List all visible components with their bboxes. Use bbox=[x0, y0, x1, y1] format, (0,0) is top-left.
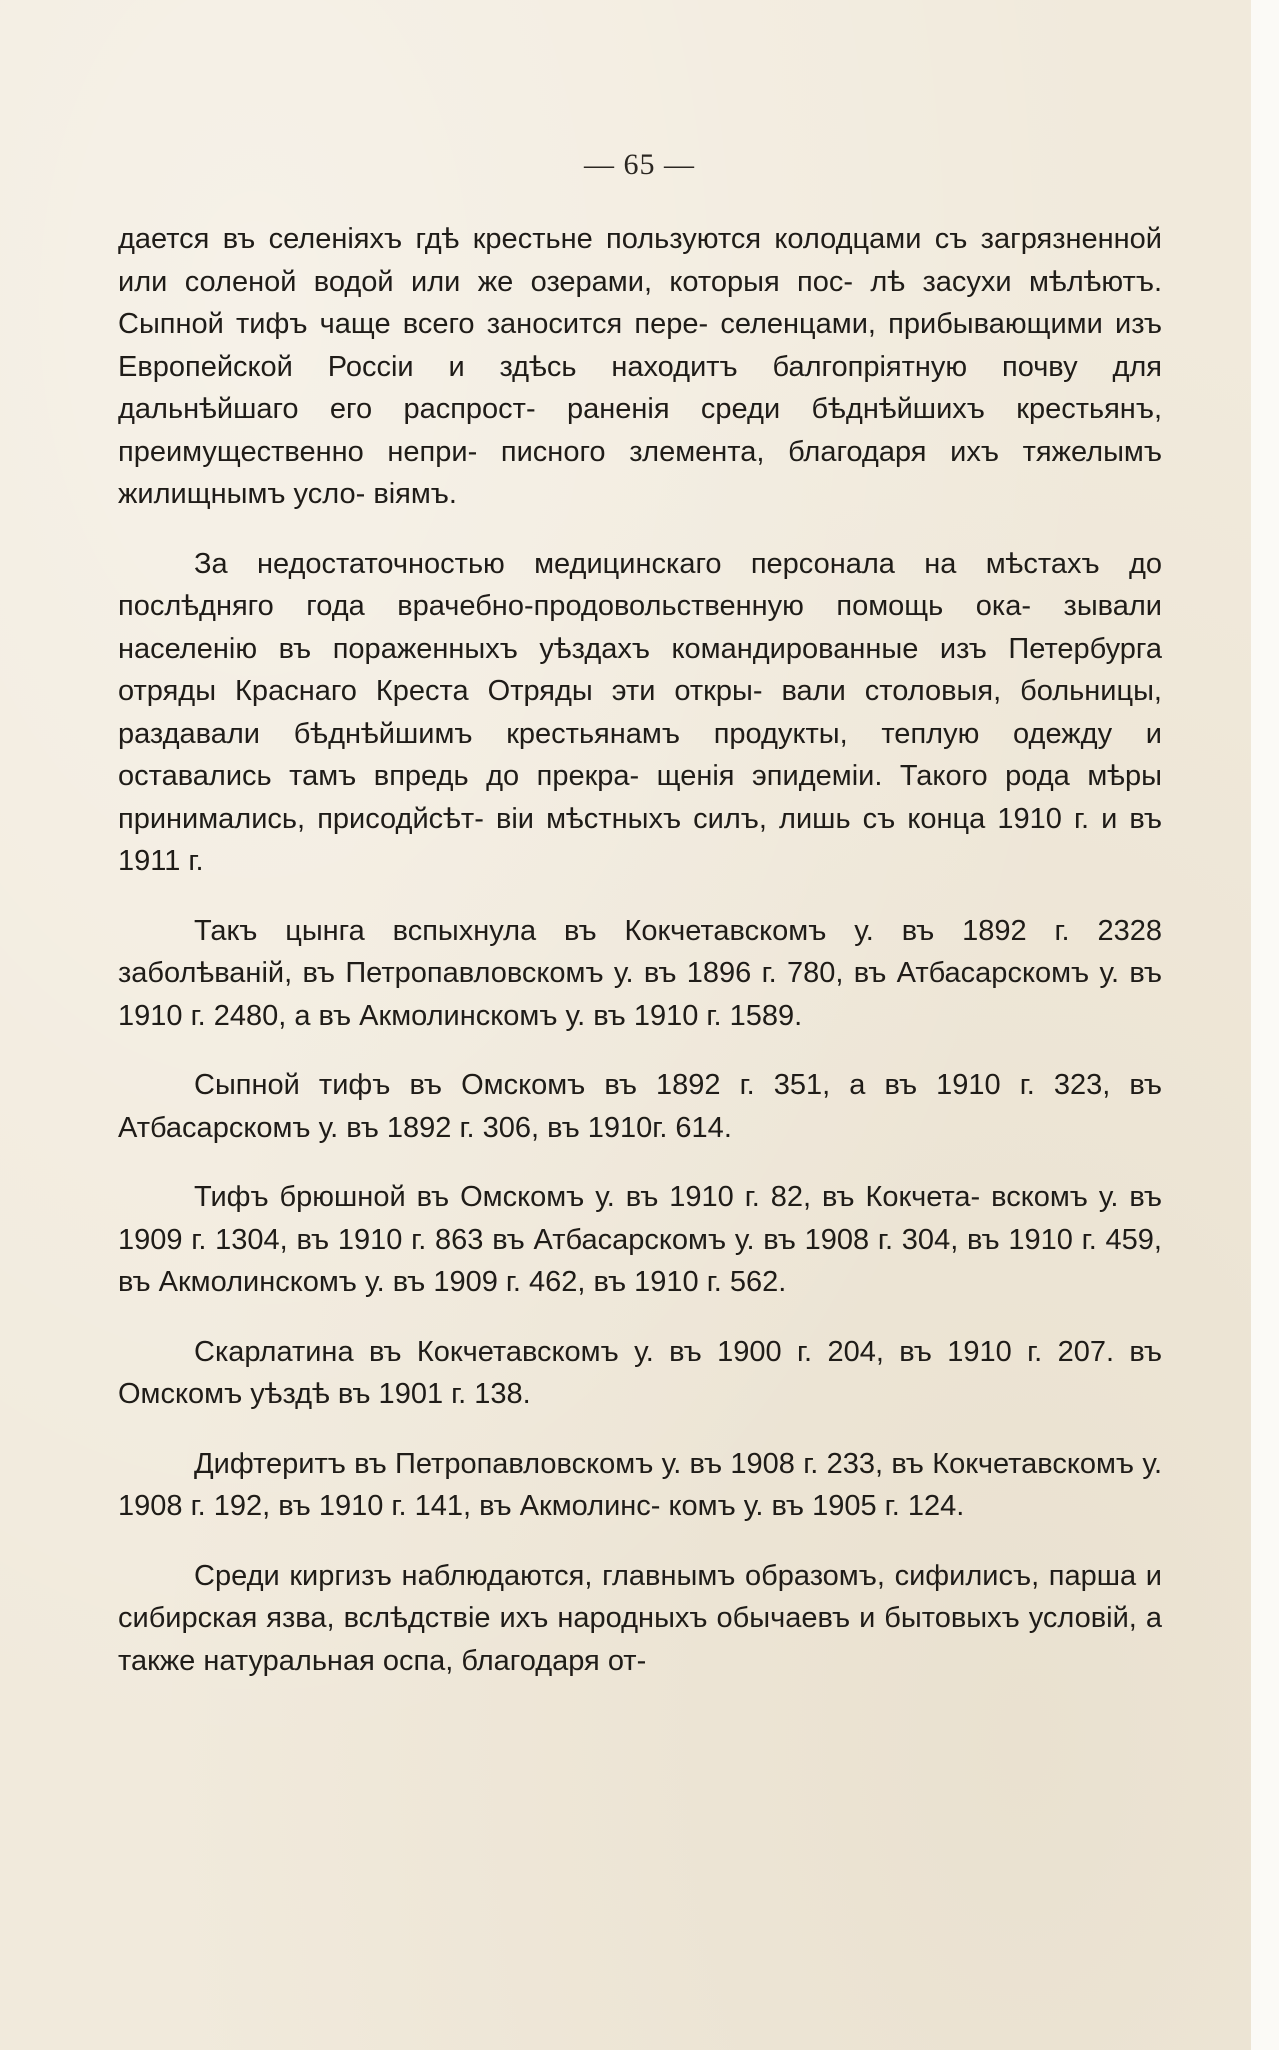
paragraph: Дифтеритъ въ Петропавловскомъ у. въ 1908 г. 233, въ Кокчетавскомъ у. 1908 г. 192, въ 1910 г. 141, въ Акмолинс- комъ у. въ 1905 г. 124. bbox=[118, 1447, 1162, 1522]
paragraph: Скарлатина въ Кокчетавскомъ у. въ 1900 г. 204, въ 1910 г. 207. въ Омскомъ уѣздѣ въ 1901 г. 138. bbox=[118, 1335, 1162, 1410]
paragraph: дается въ селеніяхъ гдѣ крестьне пользуются колодцами съ загрязненной или соленой водой или же озерами, которыя пос- лѣ засухи мѣлѣютъ. Сыпной тифъ чаще всего заносится пере- селенцами, прибывающими изъ Европейской Россіи и здѣсь находитъ балгопріятную почву для дальнѣйшаго его распрост- раненія среди бѣднѣйшихъ крестьянъ, преимущественно непри- писного злемента, благодаря ихъ тяжелымъ жилищнымъ усло- віямъ. bbox=[118, 223, 1162, 510]
page-number: — 65 — bbox=[584, 148, 695, 181]
paragraph: Такъ цынга вспыхнула въ Кокчетавскомъ у. въ 1892 г. 2328 заболѣваній, въ Петропавловскомъ у. въ 1896 г. 780, въ Атбасарскомъ у. въ 1910 г. 2480, а въ Акмолинскомъ у. въ 1910 г. 1589. bbox=[118, 914, 1162, 1032]
paragraph: Тифъ брюшной въ Омскомъ у. въ 1910 г. 82, въ Кокчета- вскомъ у. въ 1909 г. 1304, въ 1910 г. 863 въ Атбасарскомъ у. въ 1908 г. 304, въ 1910 г. 459, въ Акмолинскомъ у. въ 1909 г. 462, въ 1910 г. 562. bbox=[118, 1181, 1162, 1298]
paragraph: Сыпной тифъ въ Омскомъ въ 1892 г. 351, а въ 1910 г. 323, въ Атбасарскомъ у. въ 1892 г. 306, въ 1910г. 614. bbox=[118, 1069, 1162, 1144]
body-text bbox=[118, 218, 1162, 1709]
paragraph: За недостаточностью медицинскаго персонала на мѣстахъ до послѣдняго года врачебно-продовольственную помощь ока- зывали населенію въ пораженныхъ уѣздахъ командированные изъ Петербурга отряды Краснаго Креста Отряды эти откры- вали столовыя, больницы, раздавали бѣднѣйшимъ крестьянамъ продукты, теплую одежду и оставались тамъ впредь до прекра- щенія эпидеміи. Такого рода мѣры принимались, присодйсѣт- віи мѣстныхъ силъ, лишь съ конца 1910 г. и въ 1911 г. bbox=[118, 547, 1162, 877]
paragraph: Среди киргизъ наблюдаются, главнымъ образомъ, сифилисъ, парша и сибирская язва, вслѣдствіе ихъ народныхъ обычаевъ и бытовыхъ условій, а также натуральная оспа, благодаря от- bbox=[118, 1559, 1162, 1677]
page-edge bbox=[1251, 0, 1279, 2050]
